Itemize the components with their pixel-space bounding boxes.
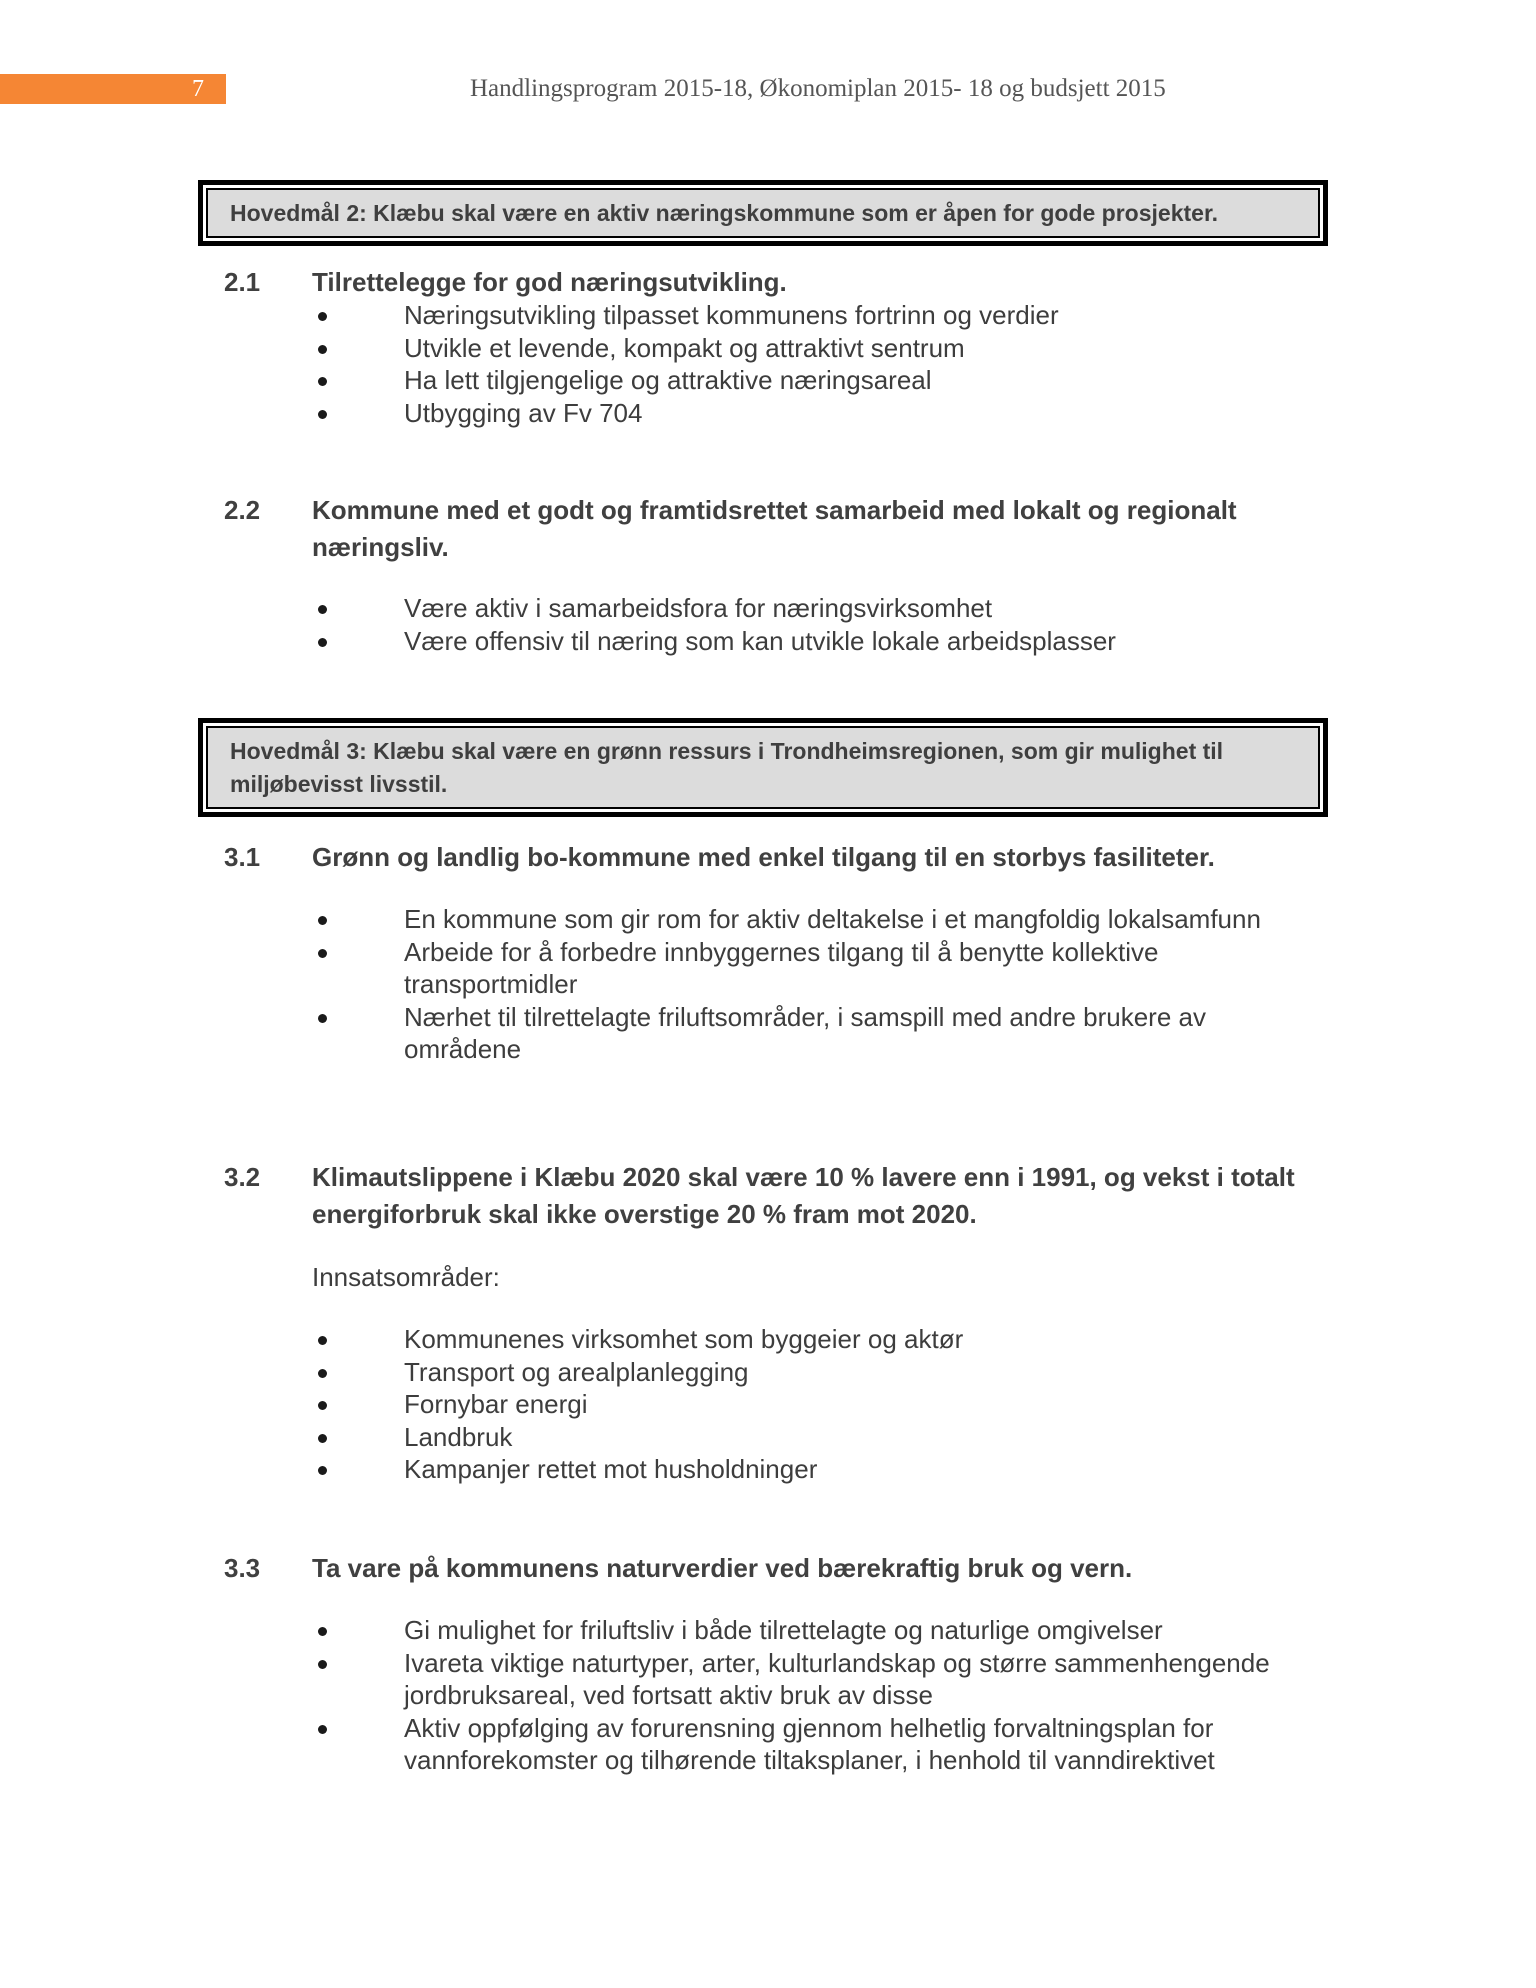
section-title: Kommune med et godt og framtidsrettet samarbeid med lokalt og regionalt næringsliv.	[312, 495, 1237, 562]
section-2-2-list	[312, 592, 1312, 657]
section-3-1-list	[312, 903, 1312, 1066]
list-item-text: Være aktiv i samarbeidsfora for næringsvirksomhet	[404, 593, 993, 623]
list-item-text: Gi mulighet for friluftsliv i både tilrettelagte og naturlige omgivelser	[404, 1615, 1163, 1645]
list-item	[312, 592, 1312, 625]
goal-2-title: Hovedmål 2: Klæbu skal være en aktiv næringskommune som er åpen for gode prosjekter.	[206, 188, 1320, 238]
section-3-3-list	[312, 1614, 1312, 1777]
goal-3-box	[198, 718, 1328, 817]
list-item-text: Ha lett tilgjengelige og attraktive næringsareal	[404, 365, 932, 395]
bullet-icon	[318, 312, 327, 321]
section-number: 2.1	[224, 267, 261, 297]
list-item	[312, 1388, 1312, 1421]
list-item	[312, 625, 1312, 658]
bullet-icon	[318, 1014, 327, 1023]
list-item-text: Næringsutvikling tilpasset kommunens fortrinn og verdier	[404, 300, 1059, 330]
section-3-2-intro: Innsatsområder:	[312, 1262, 500, 1292]
list-item	[312, 1453, 1312, 1486]
section-title: Ta vare på kommunens naturverdier ved bærekraftig bruk og vern.	[312, 1553, 1133, 1583]
bullet-icon	[318, 949, 327, 958]
list-item	[312, 1356, 1312, 1389]
bullet-icon	[318, 605, 327, 614]
section-title: Klimautslippene i Klæbu 2020 skal være 10 % lavere enn i 1991, og vekst i totalt energiforbruk skal ikke overstige 20 % fram mot 2020.	[312, 1162, 1295, 1229]
section-title: Tilrettelegge for god næringsutvikling.	[312, 267, 787, 297]
section-3-2-list	[312, 1323, 1312, 1486]
list-item-text: Landbruk	[404, 1421, 513, 1452]
goal-3-title: Hovedmål 3: Klæbu skal være en grønn ressurs i Trondheimsregionen, som gir mulighet til miljøbevisst livsstil.	[206, 726, 1320, 809]
list-item	[312, 1001, 1312, 1066]
bullet-icon	[318, 1466, 327, 1475]
bullet-icon	[318, 1369, 327, 1378]
bullet-icon	[318, 1401, 327, 1410]
list-item-text: Være offensiv til næring som kan utvikle lokale arbeidsplasser	[404, 625, 1116, 656]
bullet-icon	[318, 1336, 327, 1345]
bullet-icon	[318, 1660, 327, 1669]
list-item-text: Kampanjer rettet mot husholdninger	[404, 1454, 818, 1484]
list-item-text: Aktiv oppfølging av forurensning gjennom helhetlig forvaltningsplan for vannforekomster og tilhørende tiltaksplaner, i henhold til vanndirektivet	[404, 1712, 1215, 1775]
list-item-text: Utbygging av Fv 704	[404, 397, 643, 428]
bullet-icon	[318, 638, 327, 647]
list-item-text: Fornybar energi	[404, 1389, 588, 1419]
list-item-text: Arbeide for å forbedre innbyggernes tilgang til å benytte kollektive transportmidler	[404, 936, 1159, 999]
list-item	[312, 1614, 1312, 1647]
section-2-1-list	[312, 299, 1312, 429]
bullet-icon	[318, 916, 327, 925]
list-item	[312, 332, 1312, 365]
list-item-text: En kommune som gir rom for aktiv deltakelse i et mangfoldig lokalsamfunn	[404, 904, 1261, 934]
list-item	[312, 1421, 1312, 1454]
list-item	[312, 1323, 1312, 1356]
bullet-icon	[318, 345, 327, 354]
section-number: 2.2	[224, 495, 261, 525]
list-item-text: Ivareta viktige naturtyper, arter, kulturlandskap og større sammenhengende jordbruksareal, ved fortsatt aktiv bruk av disse	[404, 1647, 1270, 1710]
list-item	[312, 903, 1312, 936]
list-item	[312, 936, 1312, 1001]
running-header-title: Handlingsprogram 2015-18, Økonomiplan 2015- 18 og budsjett 2015	[470, 75, 1166, 102]
list-item	[312, 364, 1312, 397]
bullet-icon	[318, 410, 327, 419]
list-item	[312, 1712, 1312, 1777]
bullet-icon	[318, 1725, 327, 1734]
section-number: 3.2	[224, 1162, 261, 1192]
list-item-text: Kommunenes virksomhet som byggeier og aktør	[404, 1324, 964, 1354]
list-item	[312, 1647, 1312, 1712]
goal-2-box	[198, 180, 1328, 246]
bullet-icon	[318, 1627, 327, 1636]
list-item-text: Utvikle et levende, kompakt og attraktivt sentrum	[404, 332, 965, 363]
section-number: 3.1	[224, 842, 261, 872]
bullet-icon	[318, 377, 327, 386]
page-number: 7	[192, 76, 204, 102]
section-title: Grønn og landlig bo-kommune med enkel tilgang til en storbys fasiliteter.	[312, 842, 1215, 872]
list-item-text: Transport og arealplanlegging	[404, 1356, 749, 1387]
section-number: 3.3	[224, 1553, 261, 1583]
bullet-icon	[318, 1434, 327, 1443]
list-item	[312, 299, 1312, 332]
list-item-text: Nærhet til tilrettelagte friluftsområder, i samspill med andre brukere av områdene	[404, 1001, 1206, 1064]
list-item	[312, 397, 1312, 430]
